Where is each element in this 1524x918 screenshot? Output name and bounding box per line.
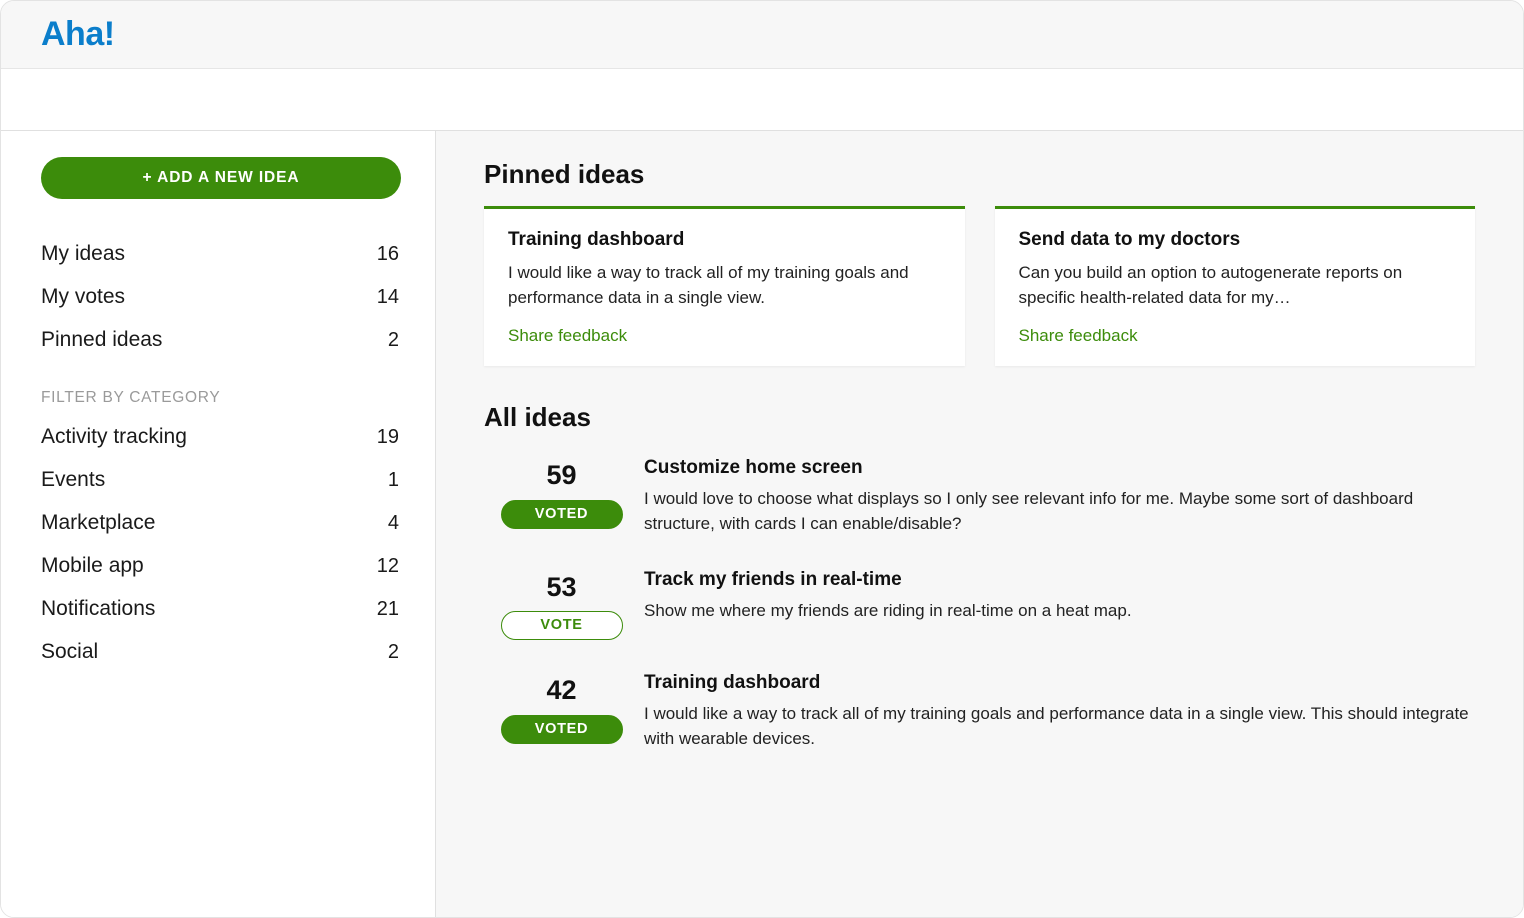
sidebar-item-label: Activity tracking [41,424,187,448]
aha-logo[interactable]: Aha! [41,15,115,53]
idea-description: I would love to choose what displays so I only see relevant info for me. Maybe some sort of dashboard structure, with cards I can enable/disable? [644,489,1414,533]
sidebar-item-count: 4 [387,511,399,534]
sidebar-item-label: Social [41,639,99,663]
sidebar-item-notifications[interactable] [41,587,399,630]
sidebar-item-count: 2 [387,328,399,351]
page-body [1,131,1523,918]
sidebar-item-label: Notifications [41,596,156,620]
sidebar-item-label: Events [41,467,106,491]
idea-body [639,457,1475,536]
idea-list-item [484,447,1475,558]
all-ideas-list [484,447,1475,773]
sidebar-nav-list [41,232,399,361]
brand-bar [1,1,1523,69]
sidebar-item-activity-tracking[interactable] [41,415,399,458]
share-feedback-link[interactable]: Share feedback [1018,326,1138,346]
sidebar-item-count: 21 [376,597,399,620]
sidebar-item-count: 14 [376,285,399,308]
secondary-nav-bar [1,69,1523,131]
idea-title[interactable]: Track my friends in real-time [644,568,902,590]
filter-by-category-label: FILTER BY CATEGORY [41,389,221,406]
vote-count: 42 [546,675,577,706]
vote-button[interactable]: VOTED [501,500,623,529]
sidebar-item-count: 16 [376,242,399,265]
idea-list-item [484,559,1475,663]
pinned-idea-description: I would like a way to track all of my training goals and performance data in a single view. [508,263,909,307]
vote-column [484,569,639,641]
sidebar-item-mobile-app[interactable] [41,544,399,587]
pinned-idea-card[interactable] [484,206,965,366]
pinned-idea-title: Send data to my doctors [1018,229,1241,250]
sidebar-item-label: My votes [41,284,126,308]
sidebar-category-list [41,415,399,673]
sidebar-item-count: 1 [387,468,399,491]
sidebar-item-marketplace[interactable] [41,501,399,544]
pinned-idea-description: Can you build an option to autogenerate reports on specific health-related data for my… [1018,263,1403,307]
pinned-ideas-grid [484,206,1475,366]
sidebar-item-label: Pinned ideas [41,327,163,351]
pinned-idea-title: Training dashboard [508,229,685,250]
idea-title[interactable]: Training dashboard [644,672,821,694]
main-content [436,131,1523,918]
idea-description: Show me where my friends are riding in real-time on a heat map. [644,600,1132,620]
sidebar-item-count: 2 [387,640,399,663]
sidebar [1,131,436,918]
sidebar-item-my-ideas[interactable] [41,232,399,275]
idea-body [639,569,1475,624]
vote-count: 59 [546,460,577,491]
vote-button[interactable]: VOTED [501,715,623,744]
sidebar-item-count: 12 [376,554,399,577]
pinned-ideas-heading: Pinned ideas [484,159,645,189]
idea-description: I would like a way to track all of my training goals and performance data in a single view. This should integrate with wearable devices. [644,704,1469,748]
idea-list-item [484,662,1475,773]
sidebar-item-label: Marketplace [41,510,156,534]
pinned-idea-card[interactable] [995,206,1476,366]
sidebar-item-my-votes[interactable] [41,275,399,318]
sidebar-item-label: My ideas [41,241,126,265]
sidebar-item-social[interactable] [41,630,399,673]
vote-button[interactable]: VOTE [501,611,623,640]
sidebar-item-label: Mobile app [41,553,144,577]
idea-body [639,672,1475,751]
vote-column [484,457,639,529]
add-new-idea-button[interactable]: + ADD A NEW IDEA [41,157,401,199]
all-ideas-heading: All ideas [484,402,591,433]
sidebar-item-count: 19 [376,425,399,448]
idea-title[interactable]: Customize home screen [644,457,863,479]
sidebar-item-pinned-ideas[interactable] [41,318,399,361]
sidebar-item-events[interactable] [41,458,399,501]
vote-count: 53 [546,571,577,602]
vote-column [484,672,639,744]
share-feedback-link[interactable]: Share feedback [508,326,628,346]
